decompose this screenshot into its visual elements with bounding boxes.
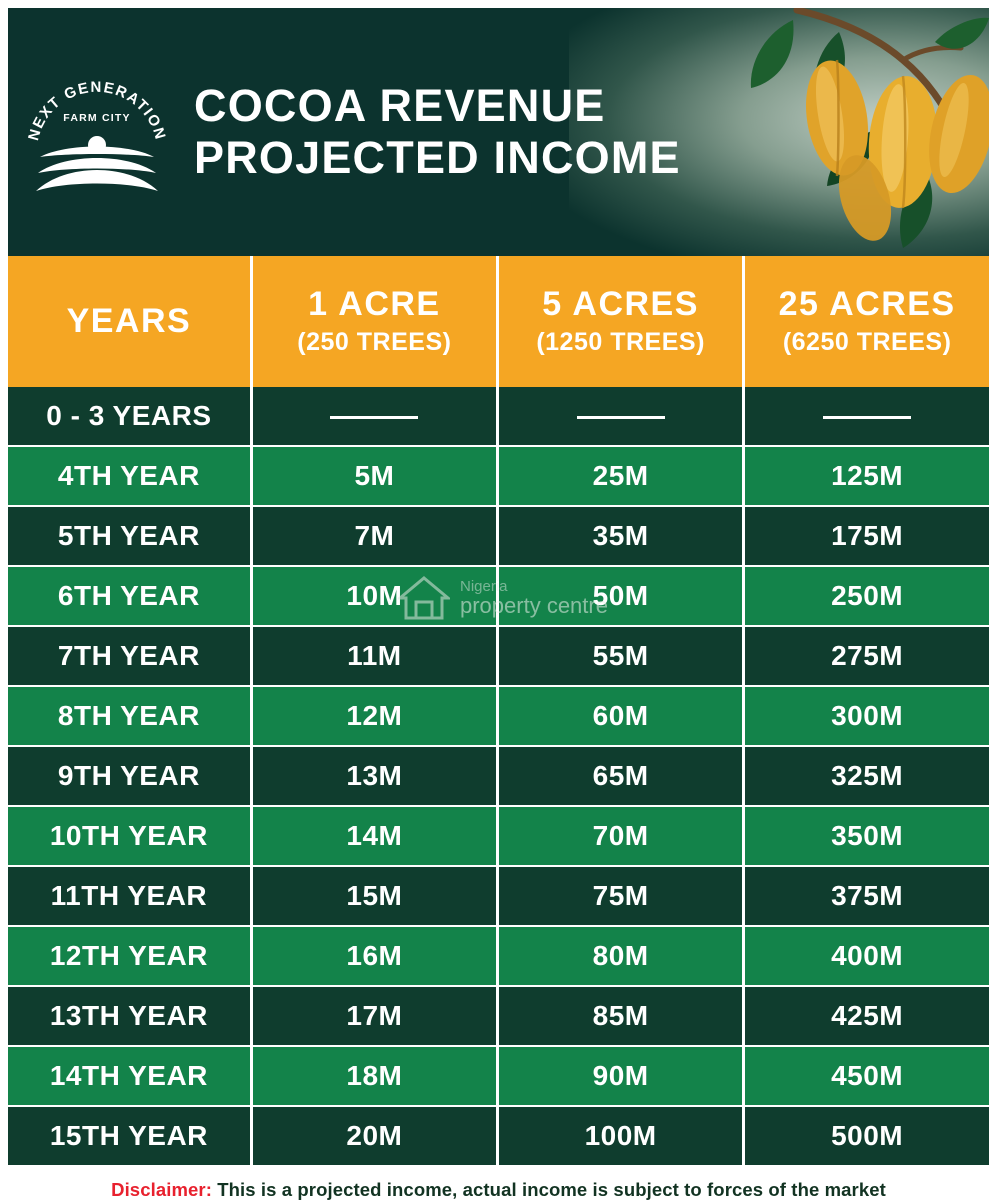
row-label: 12TH YEAR: [8, 926, 251, 986]
row-value-5-acres: 50M: [498, 566, 744, 626]
row-label: 14TH YEAR: [8, 1046, 251, 1106]
table-row: [8, 1046, 989, 1106]
row-value-25-acres: 250M: [744, 566, 989, 626]
company-logo: [22, 57, 172, 207]
row-value-25-acres: 350M: [744, 806, 989, 866]
row-value-1-acre: 15M: [251, 866, 497, 926]
row-value-5-acres: 80M: [498, 926, 744, 986]
row-label: 4TH YEAR: [8, 446, 251, 506]
column-header-1-acre-main: 1 ACRE: [308, 285, 441, 324]
column-header-5-acres-sub: (1250 TREES): [536, 327, 705, 356]
row-value-5-acres: 70M: [498, 806, 744, 866]
disclaimer-label: Disclaimer:: [111, 1179, 212, 1200]
row-value-5-acres: 85M: [498, 986, 744, 1046]
row-label: 5TH YEAR: [8, 506, 251, 566]
row-value-1-acre: 7M: [251, 506, 497, 566]
table-row: [8, 1106, 989, 1166]
column-header-25-acres-sub: (6250 TREES): [782, 327, 952, 356]
table-row: [8, 866, 989, 926]
title-line-1: COCOA REVENUE: [194, 79, 606, 131]
row-value-5-acres: 90M: [498, 1046, 744, 1106]
column-header-years: [8, 256, 251, 387]
row-value-1-acre: 18M: [251, 1046, 497, 1106]
column-header-5-acres-main: 5 ACRES: [542, 285, 699, 324]
row-value-5-acres: 25M: [498, 446, 744, 506]
row-label: 8TH YEAR: [8, 686, 251, 746]
row-value-5-acres: 65M: [498, 746, 744, 806]
table-row: [8, 986, 989, 1046]
svg-text:NEXT GENERATION: [25, 79, 169, 143]
table-row: [8, 806, 989, 866]
row-value-25-acres: 125M: [744, 446, 989, 506]
revenue-table: [8, 256, 989, 1167]
row-value-1-acre: 11M: [251, 626, 497, 686]
row-value-25-acres: 500M: [744, 1106, 989, 1166]
table-row: [8, 566, 989, 626]
row-label: 7TH YEAR: [8, 626, 251, 686]
row-value-1-acre: 5M: [251, 446, 497, 506]
row-label: 9TH YEAR: [8, 746, 251, 806]
row-value-1-acre: 12M: [251, 686, 497, 746]
cocoa-pods-illustration: [689, 8, 989, 256]
header-banner: [8, 8, 989, 256]
table-header: [8, 256, 989, 387]
watermark-line-1: Nigeria: [460, 577, 508, 595]
row-label: 13TH YEAR: [8, 986, 251, 1046]
row-value-5-acres: 75M: [498, 866, 744, 926]
table-header-row: [8, 256, 989, 387]
disclaimer-text: This is a projected income, actual income is subject to forces of the market: [217, 1179, 886, 1200]
row-value-1-acre: 17M: [251, 986, 497, 1046]
disclaimer: [8, 1167, 989, 1201]
row-value-25-acres: 400M: [744, 926, 989, 986]
title-line-2: PROJECTED INCOME: [194, 132, 681, 183]
row-value-1-acre: [251, 387, 497, 446]
row-value-5-acres: 35M: [498, 506, 744, 566]
table-row: [8, 746, 989, 806]
row-value-25-acres: 450M: [744, 1046, 989, 1106]
row-value-25-acres: 300M: [744, 686, 989, 746]
row-value-25-acres: 175M: [744, 506, 989, 566]
column-header-1-acre-sub: (250 TREES): [297, 327, 452, 356]
row-value-1-acre: 13M: [251, 746, 497, 806]
row-value-1-acre: 10M: [251, 566, 497, 626]
table-body: [8, 387, 989, 1166]
row-value-5-acres: 55M: [498, 626, 744, 686]
row-label: 10TH YEAR: [8, 806, 251, 866]
empty-dash-icon: [823, 416, 911, 419]
row-value-1-acre: 16M: [251, 926, 497, 986]
row-value-25-acres: 375M: [744, 866, 989, 926]
table-row: [8, 387, 989, 446]
column-header-25-acres: [744, 256, 989, 387]
column-header-5-acres: [498, 256, 744, 387]
row-value-1-acre: 20M: [251, 1106, 497, 1166]
row-value-1-acre: 14M: [251, 806, 497, 866]
empty-dash-icon: [330, 416, 418, 419]
row-label: 0 - 3 YEARS: [8, 387, 251, 446]
logo-arc-text: NEXT GENERATION: [25, 78, 169, 143]
row-label: 6TH YEAR: [8, 566, 251, 626]
watermark-line-2: property centre: [460, 593, 608, 619]
row-value-5-acres: 60M: [498, 686, 744, 746]
row-value-25-acres: 325M: [744, 746, 989, 806]
row-value-25-acres: 425M: [744, 986, 989, 1046]
page-title: [194, 80, 681, 184]
row-value-5-acres: [498, 387, 744, 446]
empty-dash-icon: [577, 416, 665, 419]
row-label: 11TH YEAR: [8, 866, 251, 926]
table-row: [8, 686, 989, 746]
table-row: [8, 506, 989, 566]
table-row: [8, 926, 989, 986]
row-value-25-acres: 275M: [744, 626, 989, 686]
logo-sub-text: FARM CITY: [63, 112, 131, 124]
row-value-5-acres: 100M: [498, 1106, 744, 1166]
table-row: [8, 626, 989, 686]
column-header-years-main: YEARS: [66, 301, 192, 340]
column-header-25-acres-main: 25 ACRES: [778, 285, 956, 324]
column-header-1-acre: [251, 256, 497, 387]
row-value-25-acres: [744, 387, 989, 446]
table-row: [8, 446, 989, 506]
row-label: 15TH YEAR: [8, 1106, 251, 1166]
